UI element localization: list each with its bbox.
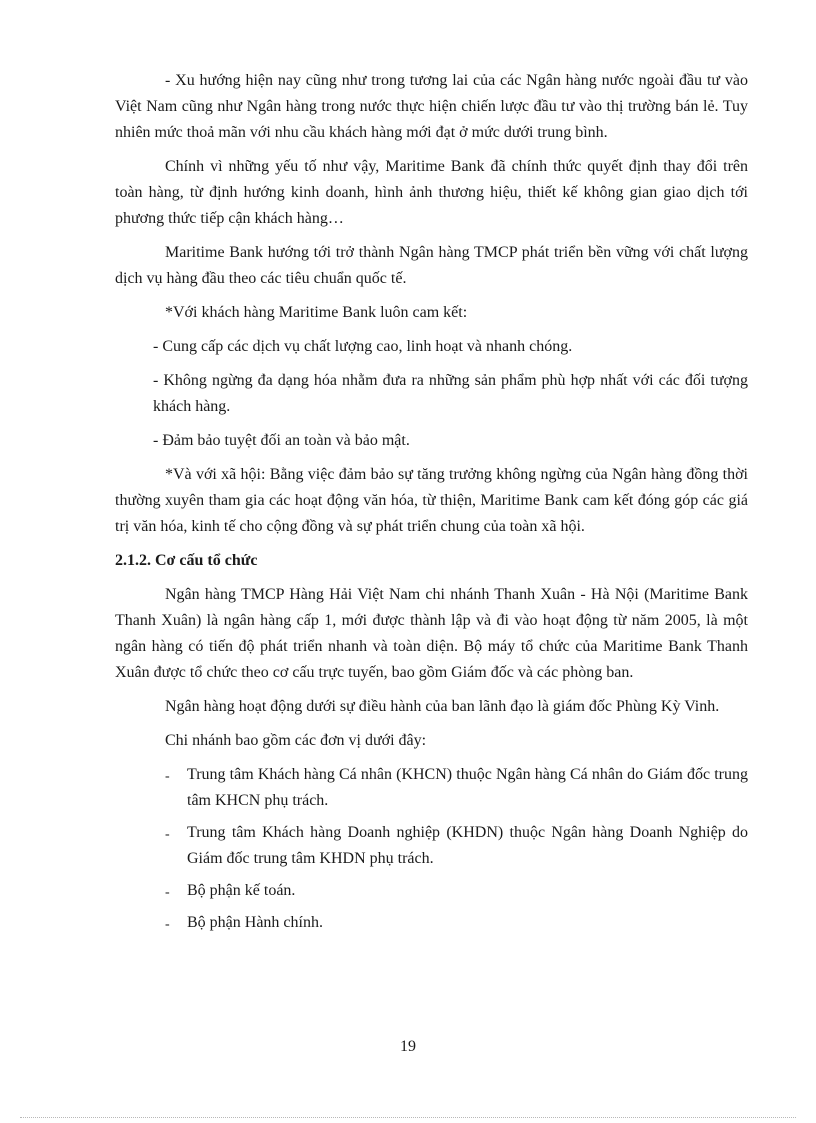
bullet-dash-icon: - [165, 917, 170, 932]
commitment-item: - Đảm bảo tuyệt đối an toàn và bảo mật. [153, 432, 410, 449]
list-item-text: Trung tâm Khách hàng Cá nhân (KHCN) thuộc Ngân hàng Cá nhân do Giám đốc trung tâm KHCN phụ trách. [187, 766, 748, 809]
paragraph-branch-intro: Ngân hàng TMCP Hàng Hải Việt Nam chi nhánh Thanh Xuân - Hà Nội (Maritime Bank Thanh Xuân) là ngân hàng cấp 1, mới được thành lập và đi vào hoạt động từ năm 2005, là một ngân hàng có tiến độ phát triển nhanh và toàn diện. Bộ máy tổ chức của Maritime Bank Thanh Xuân được tổ chức theo cơ cấu trực tuyến, bao gồm Giám đốc và các phòng ban. [115, 586, 748, 681]
bullet-dash-icon: - [165, 827, 170, 842]
paragraph-society-commitment: *Và với xã hội: Bằng việc đảm bảo sự tăng trưởng không ngừng của Ngân hàng đồng thời thường xuyên tham gia các hoạt động văn hóa, từ thiện, Maritime Bank cam kết đóng góp các giá trị văn hóa, kinh tế cho cộng đồng và sự phát triển chung của toàn xã hội. [115, 466, 748, 535]
paragraph-units-intro: Chi nhánh bao gồm các đơn vị dưới đây: [165, 732, 427, 749]
paragraph-rebranding: Chính vì những yếu tố như vậy, Maritime Bank đã chính thức quyết định thay đổi trên toàn hàng, từ định hướng kinh doanh, hình ảnh thương hiệu, thiết kế không gian giao dịch tới phương thức tiếp cận khách hàng… [115, 158, 748, 227]
list-item-text: Trung tâm Khách hàng Doanh nghiệp (KHDN) thuộc Ngân hàng Doanh Nghiệp do Giám đốc trung tâm KHDN phụ trách. [187, 824, 748, 867]
list-item [115, 762, 748, 814]
list-item [115, 910, 748, 936]
list-item [115, 820, 748, 872]
list-item-text: Bộ phận kế toán. [187, 882, 296, 899]
bullet-dash-icon: - [165, 885, 170, 900]
paragraph-retail-trend: - Xu hướng hiện nay cũng như trong tương lai của các Ngân hàng nước ngoài đầu tư vào Việt Nam cũng như Ngân hàng trong nước thực hiện chiến lược đầu tư vào thị trường bán lẻ. Tuy nhiên mức thoả mãn với nhu cầu khách hàng mới đạt ở mức dưới trung bình. [115, 72, 748, 141]
list-item-text: Bộ phận Hành chính. [187, 914, 323, 931]
bullet-dash-icon: - [165, 769, 170, 784]
section-heading: 2.1.2. Cơ cấu tổ chức [115, 552, 258, 569]
paragraph-leadership: Ngân hàng hoạt động dưới sự điều hành của ban lãnh đạo là giám đốc Phùng Kỳ Vinh. [165, 698, 720, 715]
paragraph-vision: Maritime Bank hướng tới trở thành Ngân hàng TMCP phát triển bền vững với chất lượng dịch vụ hàng đầu theo các tiêu chuẩn quốc tế. [115, 244, 748, 287]
page-body [115, 68, 748, 942]
paragraph-customer-commitment: *Với khách hàng Maritime Bank luôn cam kết: [165, 304, 468, 321]
page-bottom-rule [20, 1117, 796, 1118]
list-item [115, 878, 748, 904]
commitment-item: - Cung cấp các dịch vụ chất lượng cao, linh hoạt và nhanh chóng. [153, 338, 573, 355]
units-list [115, 762, 748, 936]
commitment-item: - Không ngừng đa dạng hóa nhằm đưa ra những sản phẩm phù hợp nhất với các đối tượng khách hàng. [153, 372, 748, 415]
page-number: 19 [400, 1038, 416, 1055]
